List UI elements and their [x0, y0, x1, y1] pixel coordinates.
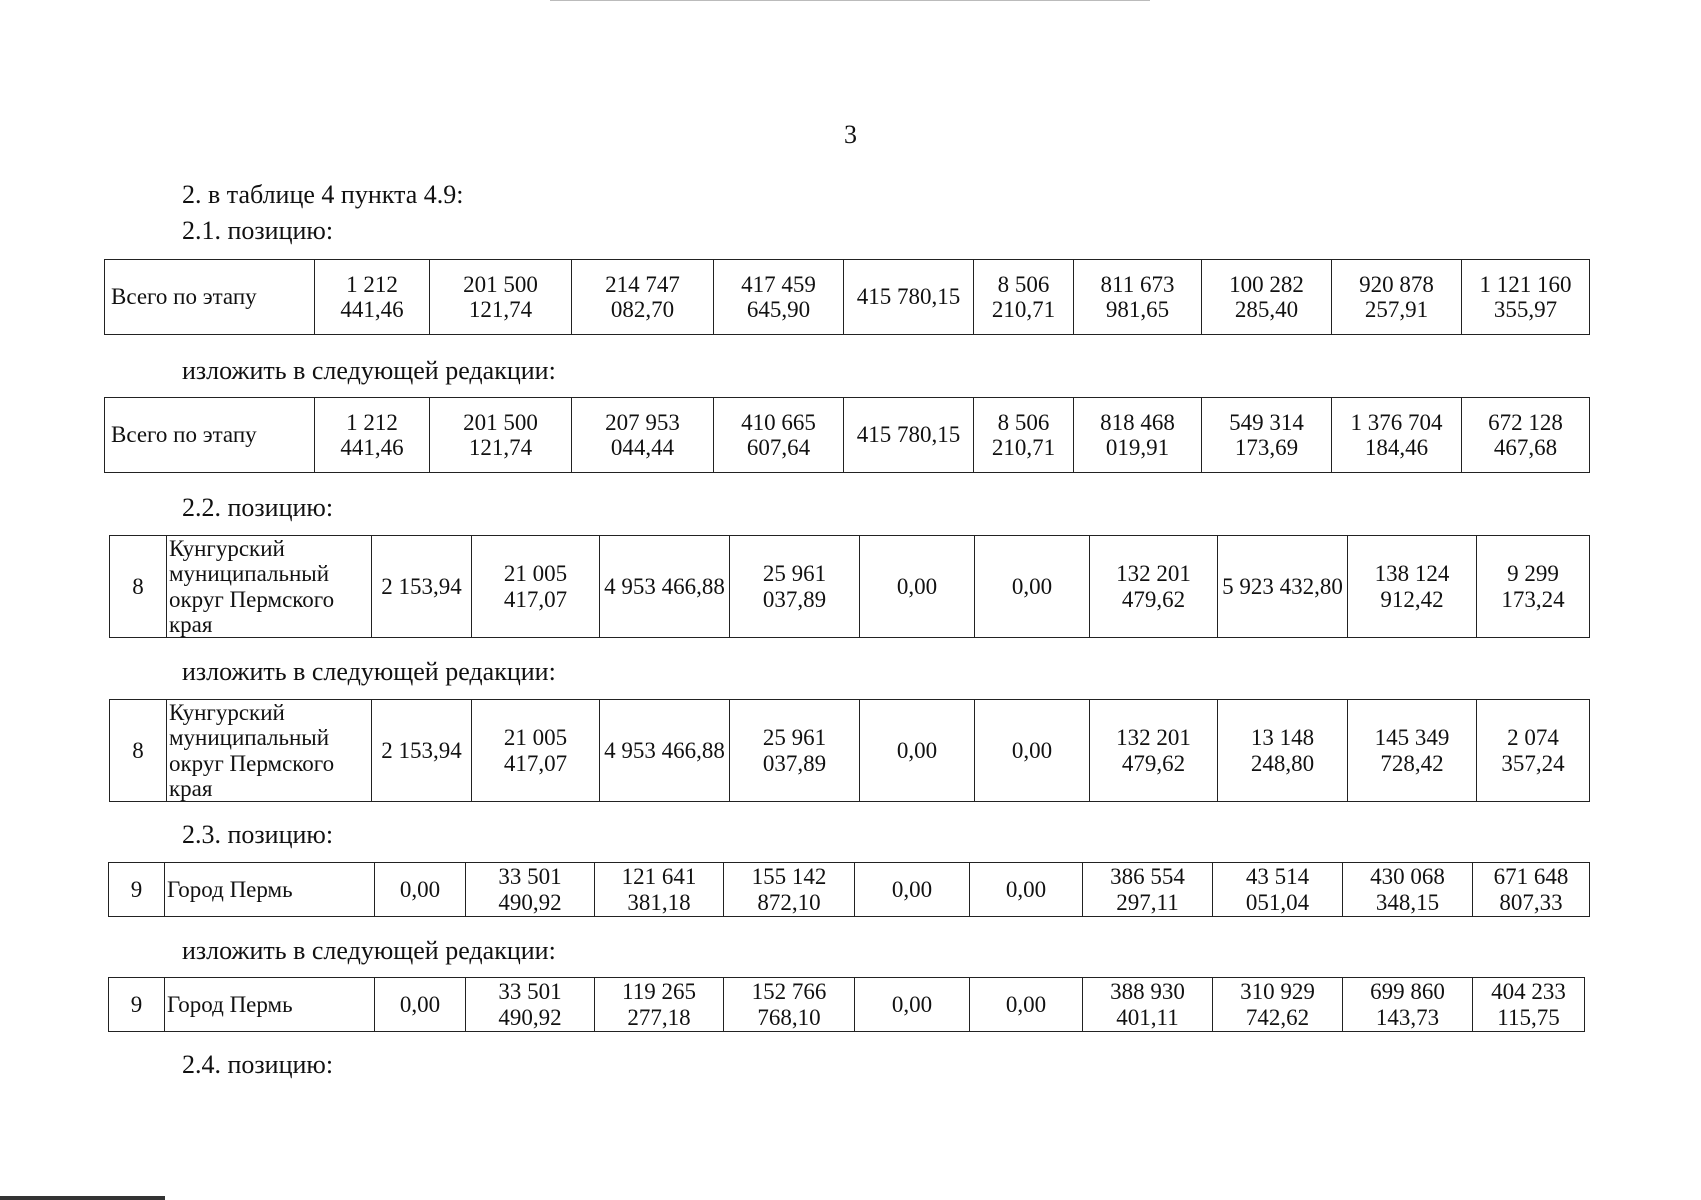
value-cell — [572, 398, 714, 473]
cell-text-line: 210,71 — [991, 435, 1056, 460]
value-cell — [1202, 260, 1332, 335]
value-cell — [1462, 398, 1590, 473]
cell-text-line: 0,00 — [1011, 573, 1053, 599]
section-2-2-heading: 2.2. позицию: — [182, 493, 334, 522]
cell-text-line: 386 554 — [1110, 864, 1185, 890]
cell-text-line: 037,89 — [762, 586, 827, 612]
cell-text-line: 4 953 466,88 — [604, 737, 725, 763]
cell-text-line: 430 068 — [1370, 864, 1445, 890]
cell-text-line: 490,92 — [498, 1004, 562, 1030]
value-cell — [375, 978, 466, 1032]
value-cell — [430, 398, 572, 473]
cell-text-line: 115,75 — [1497, 1004, 1560, 1030]
edit-instruction-1: изложить в следующей редакции: — [182, 356, 556, 385]
cell-text-line: 0,00 — [891, 991, 933, 1017]
cell-text-line: 100 282 — [1229, 271, 1304, 297]
value-cell — [974, 398, 1074, 473]
value-cell — [1090, 700, 1218, 802]
value-cell — [1332, 398, 1462, 473]
cell-text-line: Кунгурский — [169, 536, 285, 561]
table-2-3-new — [108, 977, 1585, 1032]
value-cell — [472, 700, 600, 802]
value-cell — [595, 978, 724, 1032]
value-cell — [1202, 398, 1332, 473]
cell-text-line: 201 500 — [463, 271, 538, 297]
value-cell — [974, 260, 1074, 335]
value-cell — [1462, 260, 1590, 335]
value-cell — [1477, 700, 1590, 802]
cell-text-line: 388 930 — [1110, 979, 1185, 1005]
cell-text-line: 21 005 — [503, 561, 568, 587]
cell-text-line: округ Пермского — [169, 586, 335, 612]
cell-text-line: 415 780,15 — [856, 284, 961, 310]
cell-text-line: 479,62 — [1121, 750, 1186, 776]
cell-text-line: 5 923 432,80 — [1222, 573, 1343, 599]
scan-edge-top — [550, 0, 1150, 1]
cell-text-line: 25 961 — [762, 725, 827, 751]
value-cell — [714, 260, 844, 335]
value-cell — [855, 863, 970, 917]
table-2-1-old — [104, 259, 1590, 335]
value-cell — [1090, 536, 1218, 638]
cell-text-line: 33 501 — [498, 864, 562, 890]
cell-text-line: 132 201 — [1116, 725, 1191, 751]
cell-text-line: 257,91 — [1364, 297, 1429, 322]
value-cell — [1083, 863, 1213, 917]
value-cell — [466, 863, 595, 917]
value-cell — [730, 700, 860, 802]
cell-text-line: 152 766 — [751, 979, 827, 1005]
cell-text-line: 490,92 — [498, 889, 562, 915]
cell-text-line: Город Пермь — [167, 991, 293, 1017]
cell-text-line: 415 780,15 — [856, 422, 961, 448]
value-cell — [595, 863, 724, 917]
table-row — [109, 863, 1590, 917]
value-cell — [975, 700, 1090, 802]
cell-text-line: 297,11 — [1116, 889, 1179, 915]
edit-instruction-3: изложить в следующей редакции: — [182, 936, 556, 965]
municipality-name-cell — [167, 536, 372, 638]
cell-text-line: 4 953 466,88 — [604, 573, 725, 599]
cell-text-line: 645,90 — [746, 297, 811, 322]
cell-text-line: округ Пермского — [169, 750, 335, 776]
municipality-name-cell — [165, 863, 375, 917]
cell-text-line: 2 153,94 — [381, 573, 462, 599]
cell-text-line: 051,04 — [1245, 889, 1310, 915]
value-cell — [466, 978, 595, 1032]
cell-text-line: 404 233 — [1491, 979, 1566, 1005]
value-cell — [724, 863, 855, 917]
municipality-name-cell — [167, 700, 372, 802]
cell-text-line: 138 124 — [1374, 561, 1450, 587]
cell-text-line: 173,69 — [1234, 435, 1299, 460]
section-2-1-heading: 2.1. позицию: — [182, 216, 334, 245]
cell-text-line: 1 376 704 — [1350, 409, 1443, 435]
value-cell — [970, 863, 1083, 917]
cell-text-line: 672 128 — [1488, 409, 1563, 435]
cell-text-line: 441,46 — [340, 435, 404, 460]
value-cell — [860, 700, 975, 802]
value-cell — [1348, 700, 1477, 802]
cell-text-line: 121,74 — [468, 435, 533, 460]
cell-text-line: 981,65 — [1105, 297, 1170, 322]
row-label-cell: Всего по этапу — [105, 398, 315, 473]
cell-text-line: 742,62 — [1245, 1004, 1310, 1030]
table-row — [110, 536, 1590, 638]
cell-text-line: 1 121 160 — [1479, 271, 1572, 297]
cell-text-line: 310 929 — [1240, 979, 1315, 1005]
table-2-3-old — [108, 862, 1590, 917]
cell-text-line: 417,07 — [503, 750, 568, 776]
cell-text-line: 872,10 — [757, 889, 821, 915]
row-number-cell: 9 — [109, 863, 165, 917]
cell-text-line: 037,89 — [762, 750, 827, 776]
cell-text-line: 9 299 — [1507, 561, 1559, 587]
cell-text-line: 145 349 — [1374, 725, 1450, 751]
cell-text-line: 0,00 — [891, 876, 933, 902]
edit-instruction-2: изложить в следующей редакции: — [182, 657, 556, 686]
cell-text-line: 184,46 — [1364, 435, 1429, 460]
section-2-3-heading: 2.3. позицию: — [182, 820, 334, 849]
value-cell — [315, 398, 430, 473]
cell-text-line: 607,64 — [746, 435, 811, 460]
value-cell — [1218, 536, 1348, 638]
cell-text-line: края — [169, 775, 213, 801]
cell-text-line: 8 506 — [997, 409, 1050, 435]
cell-text-line: 155 142 — [751, 864, 827, 890]
cell-text-line: 277,18 — [627, 1004, 691, 1030]
cell-text-line: 807,33 — [1499, 889, 1563, 915]
value-cell — [1473, 978, 1585, 1032]
cell-text-line: 0,00 — [1011, 737, 1053, 763]
cell-text-line: 2 074 — [1507, 725, 1559, 751]
value-cell — [1473, 863, 1590, 917]
cell-text-line: 33 501 — [498, 979, 562, 1005]
value-cell — [714, 398, 844, 473]
cell-text-line: 417 459 — [741, 271, 816, 297]
cell-text-line: 0,00 — [399, 876, 441, 902]
cell-text-line: 173,24 — [1501, 586, 1565, 612]
cell-text-line: 0,00 — [399, 991, 441, 1017]
value-cell — [1343, 863, 1473, 917]
cell-text-line: 132 201 — [1116, 561, 1191, 587]
cell-text-line: 2 153,94 — [381, 737, 462, 763]
cell-text-line: 441,46 — [340, 297, 404, 322]
cell-text-line: 479,62 — [1121, 586, 1186, 612]
cell-text-line: 248,80 — [1250, 750, 1315, 776]
value-cell — [600, 536, 730, 638]
value-cell — [1083, 978, 1213, 1032]
cell-text-line: 401,11 — [1116, 1004, 1179, 1030]
cell-text-line: 417,07 — [503, 586, 568, 612]
cell-text-line: 0,00 — [1005, 991, 1047, 1017]
value-cell — [572, 260, 714, 335]
cell-text-line: муниципальный — [169, 725, 330, 751]
cell-text-line: 1 212 — [346, 271, 398, 297]
cell-text-line: 044,44 — [610, 435, 675, 460]
cell-text-line: 13 148 — [1250, 725, 1315, 751]
row-number-cell: 8 — [110, 700, 167, 802]
table-2-2-old — [109, 535, 1590, 638]
cell-text-line: 285,40 — [1234, 297, 1299, 322]
value-cell — [375, 863, 466, 917]
cell-text-line: края — [169, 611, 213, 637]
value-cell — [730, 536, 860, 638]
cell-text-line: 201 500 — [463, 409, 538, 435]
value-cell — [1213, 863, 1343, 917]
table-row — [105, 398, 1590, 473]
table-row — [105, 260, 1590, 335]
cell-text-line: 811 673 — [1100, 271, 1175, 297]
cell-text-line: 25 961 — [762, 561, 827, 587]
value-cell — [724, 978, 855, 1032]
cell-text-line: 410 665 — [741, 409, 816, 435]
cell-text-line: 768,10 — [757, 1004, 821, 1030]
cell-text-line: 119 265 — [622, 979, 696, 1005]
value-cell — [430, 260, 572, 335]
section-2-4-heading: 2.4. позицию: — [182, 1050, 334, 1079]
cell-text-line: 207 953 — [605, 409, 680, 435]
table-row — [110, 700, 1590, 802]
cell-text-line: 467,68 — [1493, 435, 1558, 460]
value-cell — [372, 536, 472, 638]
intro-paragraph: 2. в таблице 4 пункта 4.9: — [182, 180, 464, 209]
cell-text-line: 381,18 — [627, 889, 691, 915]
cell-text-line: 210,71 — [991, 297, 1056, 322]
cell-text-line: 0,00 — [896, 573, 938, 599]
value-cell — [1218, 700, 1348, 802]
value-cell — [372, 700, 472, 802]
cell-text-line: 699 860 — [1370, 979, 1445, 1005]
table-2-2-new — [109, 699, 1590, 802]
cell-text-line: 355,97 — [1493, 297, 1558, 322]
value-cell — [1213, 978, 1343, 1032]
value-cell — [315, 260, 430, 335]
cell-text-line: 357,24 — [1501, 750, 1565, 776]
value-cell — [844, 260, 974, 335]
row-label-cell: Всего по этапу — [105, 260, 315, 335]
value-cell — [1074, 260, 1202, 335]
value-cell — [975, 536, 1090, 638]
value-cell — [1343, 978, 1473, 1032]
table-row — [109, 978, 1585, 1032]
cell-text-line: 214 747 — [605, 271, 680, 297]
municipality-name-cell — [165, 978, 375, 1032]
value-cell — [1477, 536, 1590, 638]
cell-text-line: 121 641 — [621, 864, 697, 890]
cell-text-line: 671 648 — [1493, 864, 1569, 890]
cell-text-line: 019,91 — [1105, 435, 1170, 460]
value-cell — [1332, 260, 1462, 335]
cell-text-line: 8 506 — [997, 271, 1050, 297]
page-number: 3 — [844, 120, 857, 149]
value-cell — [1074, 398, 1202, 473]
cell-text-line: Кунгурский — [169, 700, 285, 725]
value-cell — [472, 536, 600, 638]
cell-text-line: 0,00 — [1005, 876, 1047, 902]
cell-text-line: 348,15 — [1375, 889, 1440, 915]
cell-text-line: 121,74 — [468, 297, 533, 322]
cell-text-line: 21 005 — [503, 725, 568, 751]
row-number-cell: 9 — [109, 978, 165, 1032]
scan-edge-bottom — [0, 1196, 165, 1200]
cell-text-line: муниципальный — [169, 561, 330, 587]
cell-text-line: 818 468 — [1100, 409, 1175, 435]
cell-text-line: 912,42 — [1380, 586, 1444, 612]
value-cell — [1348, 536, 1477, 638]
cell-text-line: 43 514 — [1245, 864, 1310, 890]
cell-text-line: 728,42 — [1380, 750, 1444, 776]
table-2-1-new — [104, 397, 1590, 473]
cell-text-line: 920 878 — [1359, 271, 1434, 297]
cell-text-line: 0,00 — [896, 737, 938, 763]
value-cell — [600, 700, 730, 802]
value-cell — [970, 978, 1083, 1032]
cell-text-line: 143,73 — [1375, 1004, 1440, 1030]
value-cell — [855, 978, 970, 1032]
cell-text-line: 549 314 — [1229, 409, 1304, 435]
cell-text-line: 1 212 — [346, 409, 398, 435]
value-cell — [860, 536, 975, 638]
value-cell — [844, 398, 974, 473]
cell-text-line: 082,70 — [610, 297, 675, 322]
cell-text-line: Город Пермь — [167, 876, 293, 902]
row-number-cell: 8 — [110, 536, 167, 638]
